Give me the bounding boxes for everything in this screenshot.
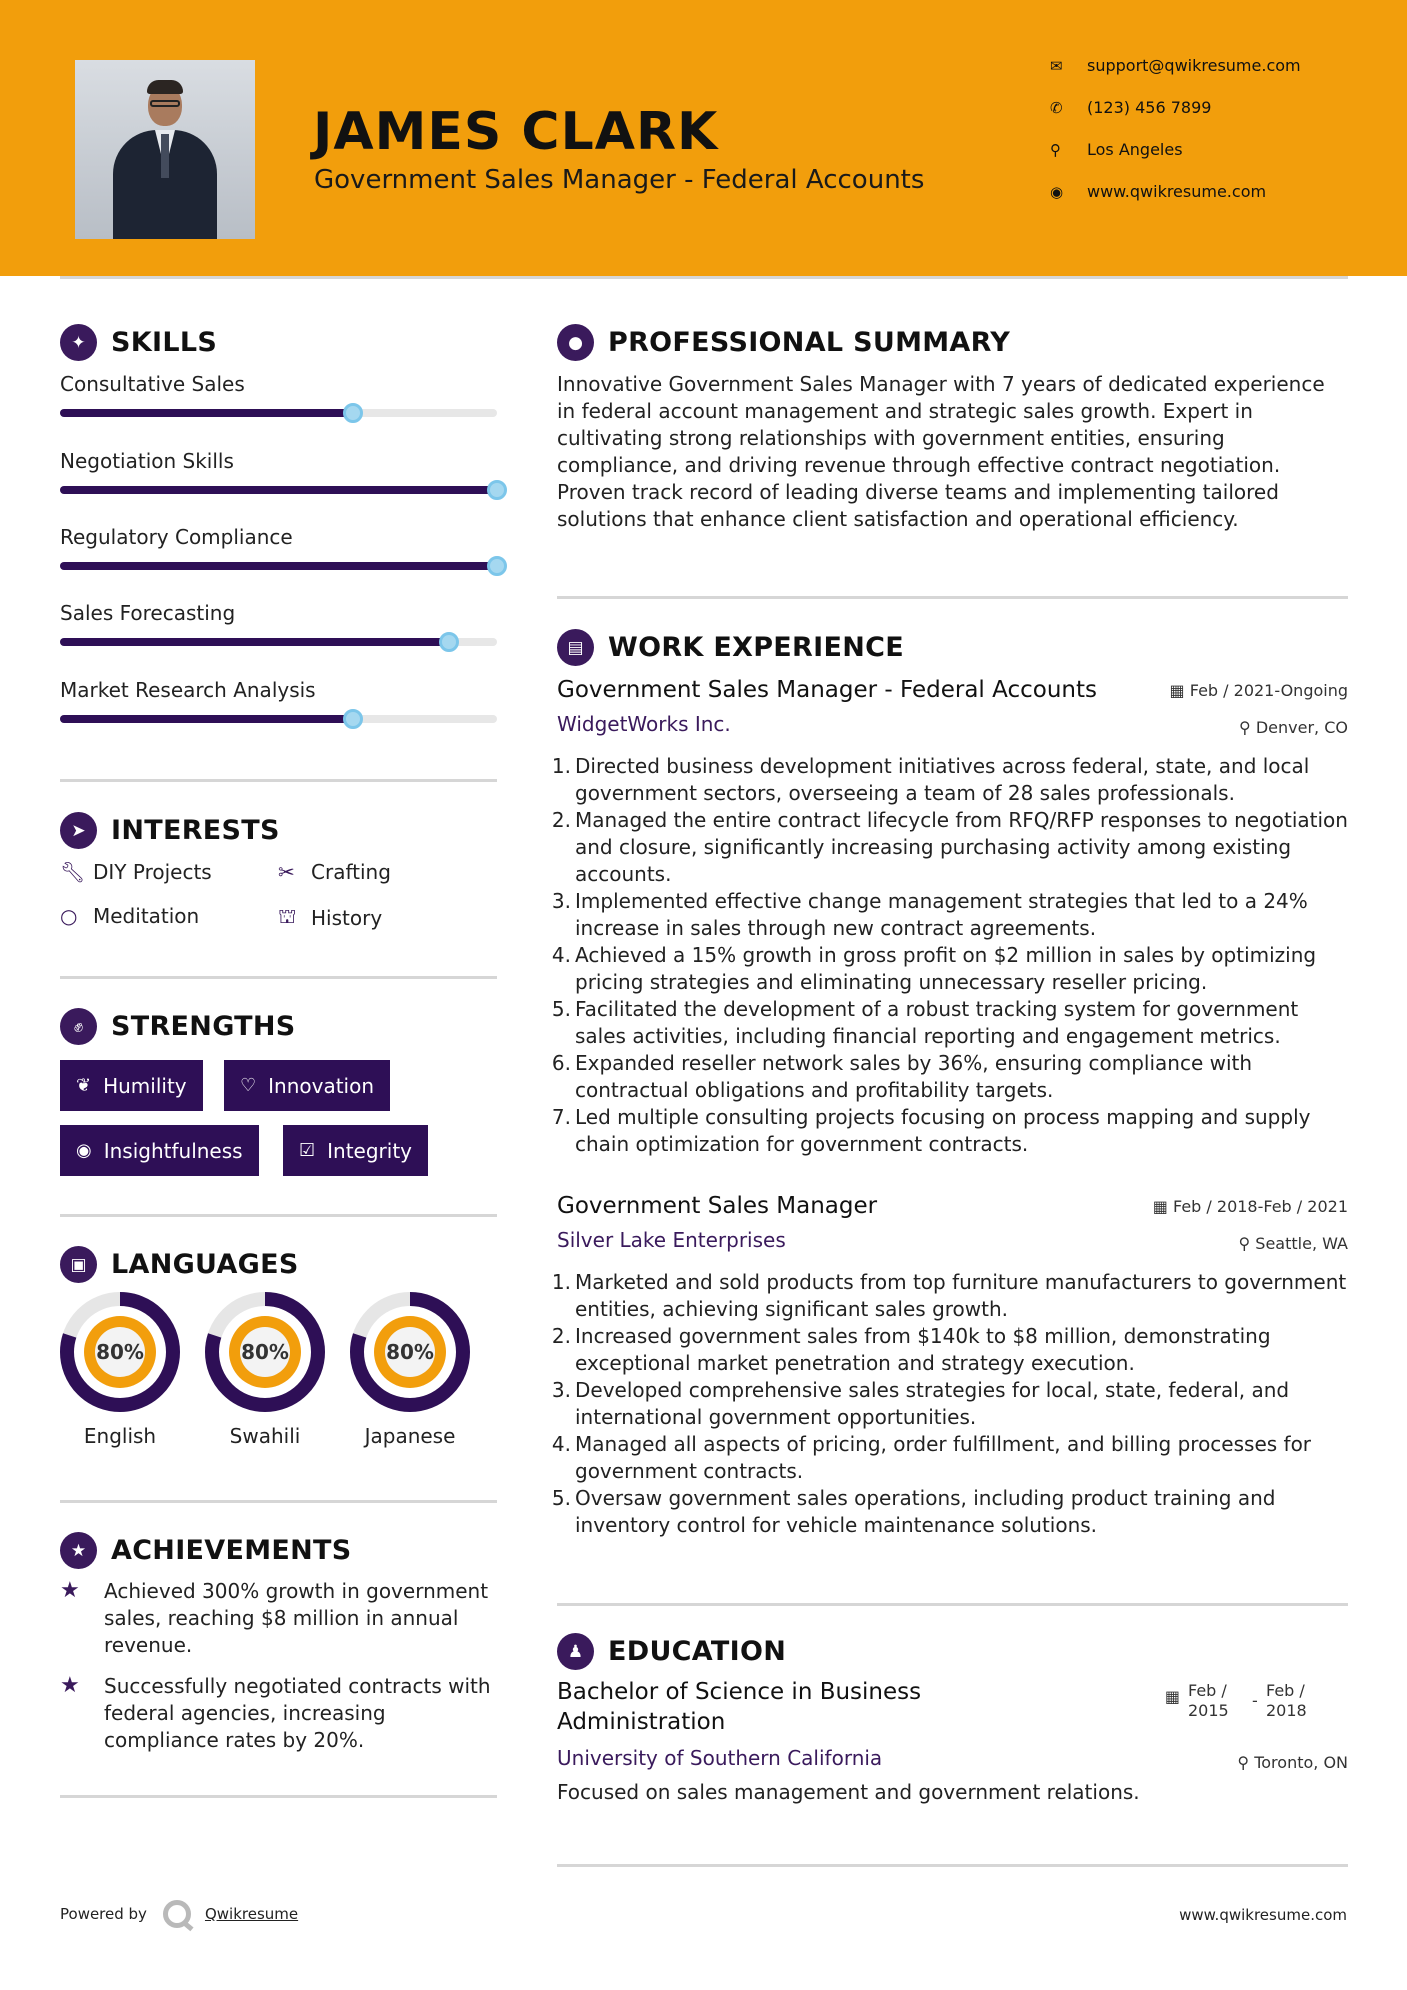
list-item: 7. Led multiple consulting projects focusing on process mapping and supply chain optimization for government contracts. [551,1105,1311,1156]
graduate-icon: ♟ [557,1633,594,1670]
job-responsibilities [551,1269,1348,1539]
footer-powered-by: Powered by Qwikresume [60,1900,298,1928]
skills-heading: ✦ SKILLS [60,324,217,361]
contact-location: ⚲ Los Angeles [1050,140,1183,159]
section-divider [557,1603,1348,1606]
skill-bar [60,715,497,723]
strength-badge: ☑ Integrity [283,1125,428,1176]
leaf-icon: ❦ [76,1075,92,1096]
interest-item: ⛫ History [278,904,383,930]
calendar-icon: ▦ [1164,1687,1180,1706]
list-item: 4. Achieved a 15% growth in gross profit on $2 million in sales by optimizing pricing strategies and eliminating unnecessary reseller pricing. [551,943,1317,994]
language-item: 80% Swahili [205,1292,325,1448]
location-pin-icon: ⚲ [1050,141,1061,159]
footer-website[interactable]: www.qwikresume.com [1179,1906,1347,1924]
education-entry [557,1677,1348,1805]
resume-header [0,0,1407,276]
pin-icon: ⚲ [1239,718,1256,737]
user-icon: ● [557,324,594,361]
museum-icon: ⛫ [278,904,297,928]
job-company: WidgetWorks Inc. [557,712,731,736]
list-item: 5. Oversaw government sales operations, including product training and inventory control for vehicle maintenance solutions. [551,1486,1276,1537]
list-item: 5. Facilitated the development of a robust tracking system for government sales activities, including financial reporting and engagement metrics. [551,997,1299,1048]
edu-school: University of Southern California [557,1746,883,1770]
section-divider [60,976,497,979]
achievements-heading: ★ ACHIEVEMENTS [60,1532,352,1569]
skill-item: Negotiation Skills [60,449,497,473]
strength-badge: ◉ Insightfulness [60,1125,259,1176]
contact-website[interactable]: ◉ www.qwikresume.com [1050,182,1267,201]
strength-badge: ♡ Innovation [224,1060,390,1111]
interest-item: 🔧︎ DIY Projects [60,860,212,884]
profile-photo [75,60,255,239]
skill-knob [343,709,363,729]
contact-email[interactable]: ✉ support@qwikresume.com [1050,56,1301,75]
skill-knob [343,403,363,423]
language-percent: 80% [241,1340,289,1364]
skill-knob [487,556,507,576]
lightbulb-icon: ✦ [60,324,97,361]
eye-icon: ◉ [76,1140,92,1161]
skill-knob [487,480,507,500]
interests-heading: ➤ INTERESTS [60,812,280,849]
circle-icon: ○ [60,904,78,928]
job-title: Government Sales Manager [557,1193,878,1219]
calendar-icon: ▦ [1169,681,1190,700]
section-divider [60,1500,497,1503]
job-location: ⚲ Seattle, WA [1238,1234,1348,1253]
calendar-icon: ▦ [1152,1197,1173,1216]
job-location: ⚲ Denver, CO [1239,718,1348,737]
language-donut [60,1292,180,1412]
job-entry [551,1191,1348,1539]
skill-bar [60,409,497,417]
envelope-icon: ✉ [1050,57,1063,75]
list-item: 1. Marketed and sold products from top furniture manufacturers to government entities, achieving significant sales growth. [551,1270,1347,1321]
skill-bar [60,638,497,646]
section-divider [557,1864,1348,1867]
contact-phone[interactable]: ✆ (123) 456 7899 [1050,98,1212,117]
experience-heading: ▤ WORK EXPERIENCE [557,629,904,666]
section-divider [60,1795,497,1798]
skill-bar [60,562,497,570]
language-item: 80% Japanese [350,1292,470,1448]
strengths-heading: ✊︎ STRENGTHS [60,1008,296,1045]
brand-link[interactable]: Qwikresume [204,1905,299,1923]
header-divider [60,276,1348,279]
qwikresume-logo-icon [163,1900,191,1928]
achievement-item: ★ Successfully negotiated contracts with federal agencies, increasing compliance rates by 20%. [60,1673,491,1752]
section-divider [60,779,497,782]
achievement-item: ★ Achieved 300% growth in government sales, reaching $8 million in annual revenue. [60,1578,489,1657]
edu-degree: Bachelor of Science in Business Administration [557,1679,922,1735]
language-donut [205,1292,325,1412]
job-date: ▦ Feb / 2018-Feb / 2021 [1152,1197,1348,1216]
job-company: Silver Lake Enterprises [557,1228,786,1252]
job-entry [551,675,1348,1158]
briefcase-icon: ▤ [557,629,594,666]
lightbulb-icon: ♡ [240,1075,257,1096]
globe-icon: ◉ [1050,183,1064,201]
fist-icon: ✊︎ [60,1008,97,1045]
language-donut [350,1292,470,1412]
list-item: 2. Increased government sales from $140k to $8 million, demonstrating exceptional market penetration and strategy execution. [551,1324,1271,1375]
list-item: 4. Managed all aspects of pricing, order fulfillment, and billing processes for government contracts. [551,1432,1312,1483]
phone-icon: ✆ [1050,99,1063,117]
strength-badge: ❦ Humility [60,1060,203,1111]
edu-description: Focused on sales management and government relations. [557,1780,1140,1804]
language-card-icon: ▣ [60,1246,97,1283]
candidate-name: JAMES CLARK [313,102,719,162]
skill-knob [439,632,459,652]
contact-list [1050,56,1301,224]
skill-item: Regulatory Compliance [60,525,497,549]
skill-bar [60,486,497,494]
wrench-icon: 🔧︎ [60,860,86,884]
candidate-title: Government Sales Manager - Federal Accounts [314,165,925,195]
edu-dates: ▦ Feb / 2015 - Feb / 2018 [1164,1681,1307,1720]
star-icon: ★ [60,1578,80,1603]
list-item: 2. Managed the entire contract lifecycle from RFQ/RFP responses to negotiation and closure, significantly increasing purchasing activity among existing accounts. [551,808,1348,886]
list-item: 1. Directed business development initiatives across federal, state, and local government sectors, overseeing a team of 28 sales professionals. [551,754,1310,805]
pin-icon: ⚲ [1238,1234,1256,1253]
education-heading: ♟ EDUCATION [557,1633,786,1670]
language-percent: 80% [96,1340,144,1364]
job-date: ▦ Feb / 2021-Ongoing [1169,681,1348,700]
skill-item: Market Research Analysis [60,678,497,702]
pin-icon: ⚲ [1237,1753,1255,1772]
star-icon: ★ [60,1673,80,1698]
job-responsibilities [551,753,1348,1158]
scissors-icon: ✂ [278,860,295,884]
skill-item: Consultative Sales [60,372,497,396]
section-divider [557,596,1348,599]
checkbox-icon: ☑ [299,1140,316,1161]
interest-item: ✂ Crafting [278,860,391,884]
list-item: 3. Implemented effective change management strategies that led to a 24% increase in sales through new contract agreements. [551,889,1308,940]
skill-item: Sales Forecasting [60,601,497,625]
language-percent: 80% [386,1340,434,1364]
job-title: Government Sales Manager - Federal Accounts [557,677,1097,703]
list-item: 6. Expanded reseller network sales by 36%, ensuring compliance with contractual obligations and profitability targets. [551,1051,1253,1102]
edu-location: ⚲ Toronto, ON [1237,1753,1348,1772]
language-item: 80% English [60,1292,180,1448]
star-badge-icon: ★ [60,1532,97,1569]
summary-heading: ● PROFESSIONAL SUMMARY [557,324,1010,361]
languages-heading: ▣ LANGUAGES [60,1246,299,1283]
interest-item: ○ Meditation [60,904,200,928]
section-divider [60,1214,497,1217]
summary-text: Innovative Government Sales Manager with 7 years of dedicated experience in federal account management and strategic sales growth. Expert in cultivating strong relationships with government entities, ensuring compliance, and driving revenue through effective contract negotiation. Proven track record of leading diverse teams and implementing tailored solutions that enhance client satisfaction and operational efficiency. [557,372,1325,531]
paper-plane-icon: ➤ [60,812,97,849]
list-item: 3. Developed comprehensive sales strategies for local, state, federal, and international government opportunities. [551,1378,1290,1429]
